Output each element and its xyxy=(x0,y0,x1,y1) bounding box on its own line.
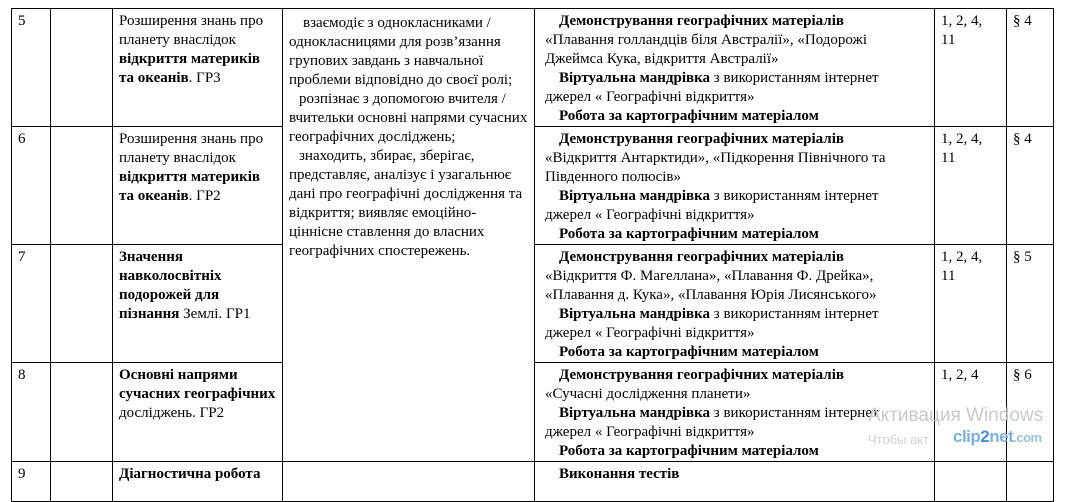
outcome-3: знаходить, збирає, зберігає, представляє, аналізує і узагальнює дані про географічні дослідження та відкриття; виявляє емоційно-ціннісне ставлення до власних географічних спостережень. xyxy=(289,148,523,259)
empty-cell xyxy=(51,127,113,245)
topic-bold: відкриття материків та океанів xyxy=(119,51,261,86)
windows-activation-watermark: Активация Windows xyxy=(868,405,1044,426)
topic-cell xyxy=(113,245,283,363)
virtual-trip-label: Віртуальна мандрівка xyxy=(559,188,711,204)
topic-text: досліджень. ГР2 xyxy=(119,405,225,421)
activities-cell xyxy=(535,245,935,363)
topic-cell xyxy=(113,363,283,462)
topic-bold: Основні напрями сучасних географічних xyxy=(119,367,276,402)
outcomes-cell xyxy=(283,9,535,462)
windows-activation-hint: Чтобы акт xyxy=(868,432,930,447)
demo-label: Демонстрування географічних матеріалів xyxy=(559,131,844,147)
outcome-1: взаємодіє з однокласниками / однокласницями для розв’язання групових завдань з навчальної проблеми відповідно до своєї ролі; xyxy=(289,15,513,88)
virtual-trip-text: з використанням інтернет джерел « Географічні відкриття» xyxy=(545,405,879,440)
demo-text: «Сучасні дослідження планети» xyxy=(545,386,751,402)
table-row xyxy=(12,462,1054,502)
row-number: 9 xyxy=(12,462,51,502)
virtual-trip-text: з використанням інтернет джерел « Географічні відкриття» xyxy=(545,188,879,223)
virtual-trip-label: Віртуальна мандрівка xyxy=(559,70,711,86)
outcomes-cell xyxy=(283,462,535,502)
topic-cell xyxy=(113,462,283,502)
virtual-trip-text: з використанням інтернет джерел « Географічні відкриття» xyxy=(545,70,879,105)
tasks-cell: 1, 2, 4, 11 xyxy=(935,127,1007,245)
row-number: 8 xyxy=(12,363,51,462)
demo-label: Демонстрування географічних матеріалів xyxy=(559,13,844,29)
topic-cell xyxy=(113,127,283,245)
demo-label: Виконання тестів xyxy=(559,466,680,482)
map-work-label: Робота за картографічним матеріалом xyxy=(559,344,819,360)
virtual-trip-label: Віртуальна мандрівка xyxy=(559,306,711,322)
demo-text: «Плавання голландців біля Австралії», «Подорожі Джеймса Кука, відкриття Австралії» xyxy=(545,32,868,67)
map-work-label: Робота за картографічним матеріалом xyxy=(559,108,819,124)
tasks-cell xyxy=(935,462,1007,502)
paragraph-cell: § 5 xyxy=(1007,245,1054,363)
row-number: 7 xyxy=(12,245,51,363)
map-work-label: Робота за картографічним матеріалом xyxy=(559,443,819,459)
paragraph-cell: § 6 xyxy=(1007,363,1054,462)
topic-text: Розширення знань про планету внаслідок xyxy=(119,131,264,166)
clip2net-logo: clip2net.com xyxy=(953,427,1042,446)
demo-text: «Відкриття Ф. Магеллана», «Плавання Ф. Дрейка», «Плавання д. Кука», «Плавання Юрія Лисянського» xyxy=(545,268,877,303)
virtual-trip-text: з використанням інтернет джерел « Географічні відкриття» xyxy=(545,306,879,341)
outcome-2: розпізнає з допомогою вчителя / вчительки основні напрями сучасних географічних досліджень; xyxy=(289,91,528,145)
empty-cell xyxy=(51,245,113,363)
topic-bold: Діагностична робота xyxy=(119,466,261,482)
topic-bold: відкриття материків та океанів xyxy=(119,169,261,204)
table-row xyxy=(12,9,1054,127)
topic-code: . ГР3 xyxy=(188,70,221,86)
row-number: 6 xyxy=(12,127,51,245)
tasks-cell: 1, 2, 4, 11 xyxy=(935,9,1007,127)
activities-cell xyxy=(535,462,935,502)
demo-label: Демонстрування географічних матеріалів xyxy=(559,249,844,265)
paragraph-cell xyxy=(1007,462,1054,502)
curriculum-table xyxy=(11,8,1054,502)
empty-cell xyxy=(51,363,113,462)
tasks-cell: 1, 2, 4 xyxy=(935,363,1007,462)
empty-cell xyxy=(51,9,113,127)
empty-cell xyxy=(51,462,113,502)
activities-cell xyxy=(535,127,935,245)
paragraph-cell: § 4 xyxy=(1007,9,1054,127)
map-work-label: Робота за картографічним матеріалом xyxy=(559,226,819,242)
topic-cell xyxy=(113,9,283,127)
demo-label: Демонстрування географічних матеріалів xyxy=(559,367,844,383)
demo-text: «Відкриття Антарктиди», «Підкорення Північного та Південного полюсів» xyxy=(545,150,886,185)
topic-code: . ГР2 xyxy=(188,188,221,204)
topic-bold: Значення навколосвітніх подорожей для пізнання xyxy=(119,249,222,322)
paragraph-cell: § 4 xyxy=(1007,127,1054,245)
tasks-cell: 1, 2, 4, 11 xyxy=(935,245,1007,363)
row-number: 5 xyxy=(12,9,51,127)
activities-cell xyxy=(535,9,935,127)
virtual-trip-label: Віртуальна мандрівка xyxy=(559,405,711,421)
topic-text: Розширення знань про планету внаслідок xyxy=(119,13,264,48)
topic-text: Землі. ГР1 xyxy=(179,306,251,322)
